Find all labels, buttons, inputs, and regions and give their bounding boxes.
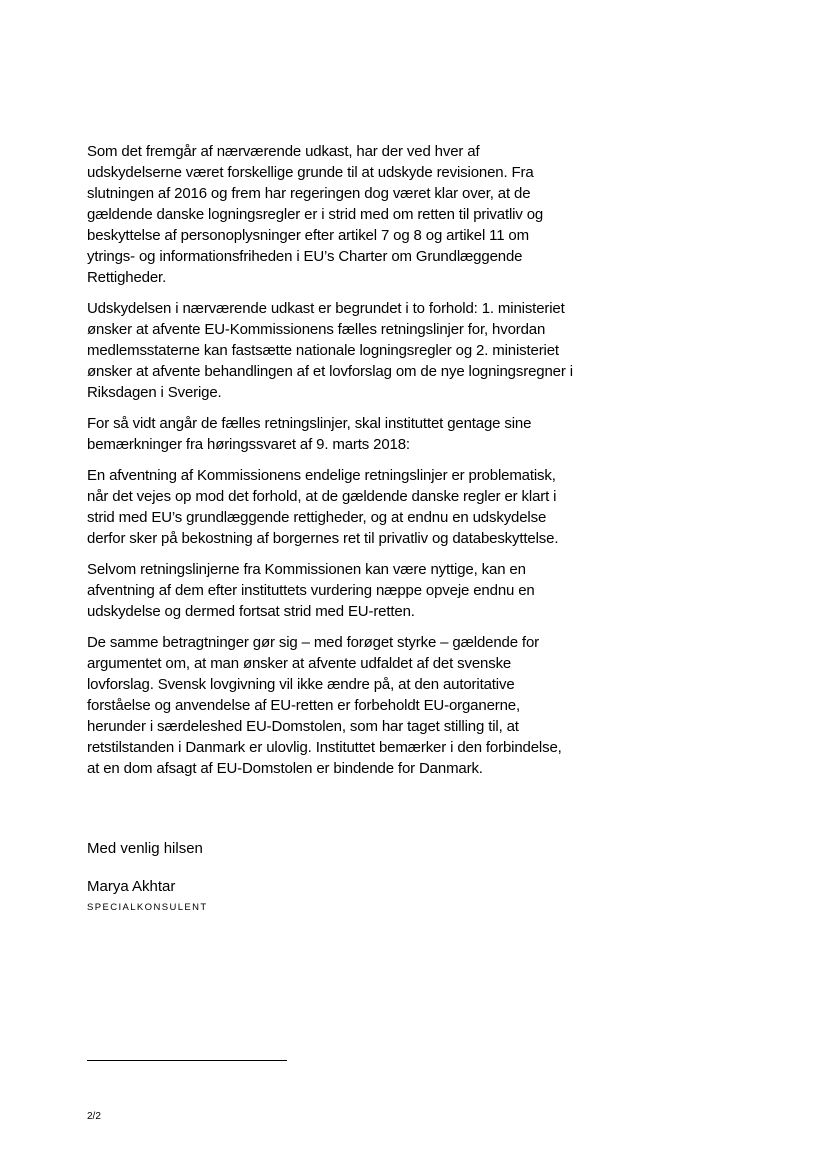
- closing-greeting: Med venlig hilsen: [87, 840, 203, 857]
- paragraph-2: Udskydelsen i nærværende udkast er begrundet i to forhold: 1. ministeriet ønsker at afvente EU-Kommissionens fælles retningslinjer for, hvordan medlemsstaterne kan fastsætte nationale logningsregler og 2. ministeriet ønsker at afvente behandlingen af et lovforslag om de nye logningsregner i Riksdagen i Sverige.: [87, 300, 573, 401]
- page-number: 2/2: [87, 1111, 101, 1122]
- letter-closing: [87, 838, 487, 915]
- signer-title: SPECIALKONSULENT: [87, 902, 208, 913]
- paragraph-1: Som det fremgår af nærværende udkast, har der ved hver af udskydelserne været forskellige grunde til at udskyde revisionen. Fra slutningen af 2016 og frem har regeringen dog været klar over, at de gældende danske logningsregler er i strid med om retten til privatliv og beskyttelse af personoplysninger efter artikel 7 og 8 og artikel 11 om ytrings- og informationsfriheden i EU’s Charter om Grundlæggende Rettigheder.: [87, 143, 544, 286]
- letter-body: [87, 141, 577, 789]
- paragraph-4: En afventning af Kommissionens endelige retningslinjer er problematisk, når det vejes op mod det forhold, at de gældende danske regler er klart i strid med EU’s grundlæggende rettigheder, og at endnu en udskydelse derfor sker på bekostning af borgernes ret til privatliv og databeskyttelse.: [87, 467, 559, 547]
- signer-name: Marya Akhtar: [87, 878, 176, 895]
- paragraph-6: De samme betragtninger gør sig – med forøget styrke – gældende for argumentet om, at man ønsker at afvente udfaldet af det svenske lovforslag. Svensk lovgivning vil ikke ændre på, at den autoritative forståelse og anvendelse af EU-retten er forbeholdt EU-organerne, herunder i særdeleshed EU-Domstolen, som har taget stilling til, at retstilstanden i Danmark er ulovlig. Instituttet bemærker i den forbindelse, at en dom afsagt af EU-Domstolen er bindende for Danmark.: [87, 634, 562, 777]
- footnote-separator: [87, 1060, 287, 1061]
- paragraph-5: Selvom retningslinjerne fra Kommissionen kan være nyttige, kan en afventning af dem efter instituttets vurdering næppe opveje endnu en udskydelse og dermed fortsat strid med EU-retten.: [87, 561, 535, 620]
- paragraph-3: For så vidt angår de fælles retningslinjer, skal instituttet gentage sine bemærkninger fra høringssvaret af 9. marts 2018:: [87, 415, 532, 453]
